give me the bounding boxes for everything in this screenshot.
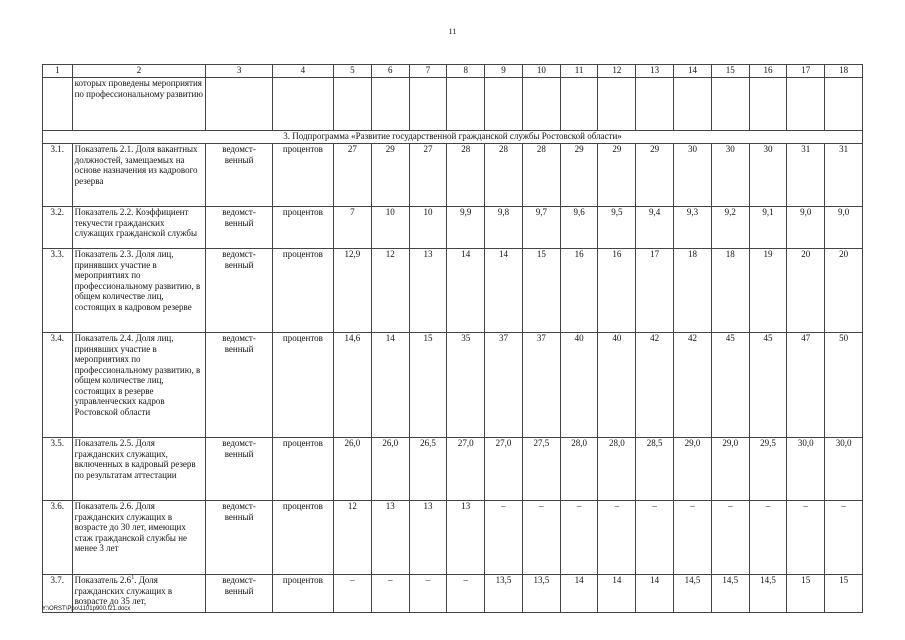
value-cell: 29,0 xyxy=(674,438,712,501)
value-cell: 13 xyxy=(409,501,447,575)
source-cell: ведомст-венный xyxy=(206,438,272,501)
value-cell: 42 xyxy=(636,333,674,438)
section-title: 3. Подпрограмма «Развитие государственной гражданской службы Ростовской области» xyxy=(43,131,863,144)
indicator-name-cell: Показатель 2.4. Доля лиц, принявших участие в мероприятиях по профессиональному развитию, в общем количестве лиц, состоящих в резерве управленческих кадров Ростовской области xyxy=(72,333,206,438)
value-cell: 31 xyxy=(825,144,863,207)
column-number: 5 xyxy=(334,65,372,78)
value-cell: 26,5 xyxy=(409,438,447,501)
value-cell: 28,5 xyxy=(636,438,674,501)
value-cell: 30 xyxy=(674,144,712,207)
value-cell: 13 xyxy=(409,249,447,333)
value-cell: 30 xyxy=(711,144,749,207)
value-cell: 14 xyxy=(560,575,598,613)
indicator-name-suffix: . Доля гражданских служащих в возрасте до 35 лет, xyxy=(74,575,173,606)
value-cell: 15 xyxy=(409,333,447,438)
value-cell: 30,0 xyxy=(787,438,825,501)
row-number: 3.3. xyxy=(43,249,73,333)
value-cell: 14 xyxy=(447,249,485,333)
value-cell: 20 xyxy=(825,249,863,333)
value-cell: 10 xyxy=(371,207,409,249)
column-number: 16 xyxy=(749,65,787,78)
footer-file-path: Y:\ORST\Ppo\1101p900.f21.docx xyxy=(42,606,131,612)
value-cell: 37 xyxy=(522,333,560,438)
source-cell: ведомст-венный xyxy=(206,333,272,438)
column-number: 3 xyxy=(206,65,272,78)
value-cell: – xyxy=(636,501,674,575)
column-number: 10 xyxy=(522,65,560,78)
value-cell: 29 xyxy=(560,144,598,207)
source-cell: ведомст-венный xyxy=(206,575,272,613)
value-cell: – xyxy=(749,501,787,575)
column-number: 4 xyxy=(272,65,333,78)
value-cell: 14,5 xyxy=(674,575,712,613)
column-number: 12 xyxy=(598,65,636,78)
value-cell: – xyxy=(447,575,485,613)
value-cell: 28 xyxy=(522,144,560,207)
unit-cell: процентов xyxy=(272,249,333,333)
value-cell: – xyxy=(711,501,749,575)
value-cell: 45 xyxy=(749,333,787,438)
column-number: 18 xyxy=(825,65,863,78)
value-cell: 9,4 xyxy=(636,207,674,249)
page-number: 11 xyxy=(448,27,457,36)
unit-cell: процентов xyxy=(272,501,333,575)
value-cell: – xyxy=(522,501,560,575)
column-number: 7 xyxy=(409,65,447,78)
table-row xyxy=(43,249,863,333)
value-cell: 9,3 xyxy=(674,207,712,249)
value-cell: 42 xyxy=(674,333,712,438)
value-cell: 16 xyxy=(560,249,598,333)
value-cell: 18 xyxy=(674,249,712,333)
source-cell: ведомст-венный xyxy=(206,144,272,207)
value-cell: 29 xyxy=(598,144,636,207)
value-cell: 14 xyxy=(371,333,409,438)
value-cell: 29 xyxy=(636,144,674,207)
value-cell: – xyxy=(560,501,598,575)
indicator-name-cell: Показатель 2.3. Доля лиц, принявших участие в мероприятиях по профессиональному развитию, в общем количестве лиц, состоящих в кадровом резерве xyxy=(72,249,206,333)
unit-cell: процентов xyxy=(272,144,333,207)
value-cell: 27 xyxy=(334,144,372,207)
value-cell: 27,0 xyxy=(485,438,523,501)
row-number: 3.7. xyxy=(43,575,73,613)
value-cell: – xyxy=(334,575,372,613)
value-cell: – xyxy=(674,501,712,575)
value-cell: 12,9 xyxy=(334,249,372,333)
value-cell: 27,5 xyxy=(522,438,560,501)
value-cell: 9,1 xyxy=(749,207,787,249)
value-cell: 27,0 xyxy=(447,438,485,501)
value-cell: 12 xyxy=(334,501,372,575)
column-number: 14 xyxy=(674,65,712,78)
value-cell: 14,5 xyxy=(711,575,749,613)
column-number: 8 xyxy=(447,65,485,78)
value-cell: – xyxy=(825,501,863,575)
value-cell: 9,0 xyxy=(787,207,825,249)
value-cell: 9,0 xyxy=(825,207,863,249)
table-row xyxy=(43,501,863,575)
indicator-name-cell: которых проведены мероприятия по профессиональному развитию xyxy=(72,78,206,131)
value-cell: 9,2 xyxy=(711,207,749,249)
value-cell: 28,0 xyxy=(560,438,598,501)
section-title-row xyxy=(43,131,863,144)
value-cell: – xyxy=(409,575,447,613)
value-cell: 10 xyxy=(409,207,447,249)
value-cell: 37 xyxy=(485,333,523,438)
continuation-row xyxy=(43,78,863,131)
table-row xyxy=(43,575,863,613)
indicator-name-cell: Показатель 2.6. Доля гражданских служащих в возрасте до 30 лет, имеющих стаж гражданской службы не менее 3 лет xyxy=(72,501,206,575)
column-number: 6 xyxy=(371,65,409,78)
indicator-superscript: 1 xyxy=(131,575,135,581)
value-cell: 14 xyxy=(636,575,674,613)
table-row xyxy=(43,438,863,501)
value-cell: 13 xyxy=(371,501,409,575)
unit-cell: процентов xyxy=(272,575,333,613)
value-cell: 40 xyxy=(598,333,636,438)
table-row xyxy=(43,333,863,438)
value-cell: 13,5 xyxy=(485,575,523,613)
value-cell: 30 xyxy=(749,144,787,207)
row-number: 3.5. xyxy=(43,438,73,501)
value-cell: 14 xyxy=(485,249,523,333)
indicator-name-cell: Показатель 2.2. Коэффициент текучести гражданских служащих гражданской службы xyxy=(72,207,206,249)
source-cell: ведомст-венный xyxy=(206,249,272,333)
value-cell: 28 xyxy=(447,144,485,207)
column-number: 11 xyxy=(560,65,598,78)
value-cell: 26,0 xyxy=(334,438,372,501)
table-row xyxy=(43,207,863,249)
value-cell: 47 xyxy=(787,333,825,438)
value-cell: 7 xyxy=(334,207,372,249)
value-cell: 13 xyxy=(447,501,485,575)
value-cell: – xyxy=(598,501,636,575)
value-cell: 29 xyxy=(371,144,409,207)
row-number: 3.6. xyxy=(43,501,73,575)
value-cell: 14 xyxy=(598,575,636,613)
table-row xyxy=(43,144,863,207)
value-cell: 45 xyxy=(711,333,749,438)
column-number: 13 xyxy=(636,65,674,78)
value-cell: 9,8 xyxy=(485,207,523,249)
value-cell: 35 xyxy=(447,333,485,438)
value-cell: 9,9 xyxy=(447,207,485,249)
value-cell: 29,0 xyxy=(711,438,749,501)
unit-cell: процентов xyxy=(272,333,333,438)
value-cell: 9,7 xyxy=(522,207,560,249)
value-cell: 14,6 xyxy=(334,333,372,438)
row-number: 3.2. xyxy=(43,207,73,249)
unit-cell: процентов xyxy=(272,438,333,501)
value-cell: 27 xyxy=(409,144,447,207)
value-cell: 40 xyxy=(560,333,598,438)
value-cell: 20 xyxy=(787,249,825,333)
value-cell: 12 xyxy=(371,249,409,333)
column-number: 1 xyxy=(43,65,73,78)
value-cell: 29,5 xyxy=(749,438,787,501)
value-cell: – xyxy=(787,501,825,575)
source-cell: ведомст-венный xyxy=(206,501,272,575)
value-cell: 15 xyxy=(787,575,825,613)
column-number: 2 xyxy=(72,65,206,78)
row-number: 3.1. xyxy=(43,144,73,207)
column-number: 15 xyxy=(711,65,749,78)
value-cell: 31 xyxy=(787,144,825,207)
source-cell: ведомст-венный xyxy=(206,207,272,249)
value-cell: 26,0 xyxy=(371,438,409,501)
column-number: 9 xyxy=(485,65,523,78)
indicator-name-cell: Показатель 2.1. Доля вакантных должностей, замещаемых на основе назначения из кадрового резерва xyxy=(72,144,206,207)
value-cell: 15 xyxy=(522,249,560,333)
value-cell: 28,0 xyxy=(598,438,636,501)
table-cell xyxy=(43,78,73,131)
column-number: 17 xyxy=(787,65,825,78)
value-cell: 16 xyxy=(598,249,636,333)
value-cell: – xyxy=(485,501,523,575)
value-cell: 50 xyxy=(825,333,863,438)
value-cell: 13,5 xyxy=(522,575,560,613)
row-number: 3.4. xyxy=(43,333,73,438)
indicators-table xyxy=(42,64,863,613)
value-cell: 15 xyxy=(825,575,863,613)
value-cell: 28 xyxy=(485,144,523,207)
value-cell: 17 xyxy=(636,249,674,333)
value-cell: 30,0 xyxy=(825,438,863,501)
indicator-name-prefix: Показатель 2.6 xyxy=(74,575,132,585)
value-cell: 19 xyxy=(749,249,787,333)
value-cell: 14,5 xyxy=(749,575,787,613)
indicator-name-cell: Показатель 2.5. Доля гражданских служащих, включенных в кадровый резерв по результатам аттестации xyxy=(72,438,206,501)
value-cell: 9,5 xyxy=(598,207,636,249)
value-cell: – xyxy=(371,575,409,613)
value-cell: 18 xyxy=(711,249,749,333)
unit-cell: процентов xyxy=(272,207,333,249)
column-number-row xyxy=(43,65,863,78)
value-cell: 9,6 xyxy=(560,207,598,249)
